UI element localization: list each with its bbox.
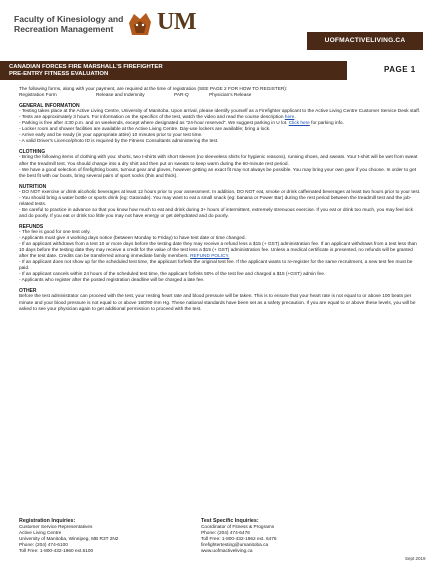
refunds-item-text: - If an applicant withdraws from a test 10 or more days before the testing date they may receive a refund less a $15 (+ GST) administration fee. If an applicant withdraws from a test less than 10 days before the testing date they may receive a credit for the value of the test less a $15 (+ GST) administration fee. Unless a medical certificate is presented, no refunds will be granted after the test date. Credits can be transferred among immediate family members. [19, 242, 417, 260]
required-forms-list [19, 93, 421, 99]
refunds-item: - If an applicant does not show up for the scheduled test time, the applicant forfeits the original test fee. If the applicant wants to re-register for the same recruitment, a new test fee must be paid. [19, 260, 413, 272]
parking-info-link[interactable]: Click here [288, 121, 310, 127]
registration-contact-line: Phone: (204) 474-6100 [19, 543, 68, 549]
general-item-text: - Tests are approximately 3 hours. For information on the specifics of the test, watch the video and read the course description [19, 115, 284, 121]
clothing-heading: CLOTHING [19, 149, 46, 156]
page-number: PAGE 1 [384, 65, 416, 74]
test-contact-website[interactable]: www.uofmactiveliving.ca [201, 549, 253, 555]
general-info-heading: GENERAL INFORMATION [19, 103, 80, 110]
faculty-name-line1: Faculty of Kinesiology and [14, 14, 124, 24]
document-title-line2: PRE-ENTRY FITNESS EVALUATION [9, 71, 109, 77]
general-item: - Tests are approximately 3 hours. For information on the specifics of the test, watch the video and read the course description here. [19, 115, 296, 121]
registration-contact-line: Active Living Centre [19, 531, 62, 537]
registration-inquiries [19, 518, 118, 556]
other-heading: OTHER [19, 288, 37, 295]
nutrition-item: - DO NOT exercise or drink alcoholic beverages at least 12 hours prior to your assessment. In addition, DO NOT eat, smoke or drink caffeinated beverages at least two hours prior to your test. [19, 189, 421, 195]
test-contact-line: Phone: (204) 474-6476 [201, 531, 250, 537]
um-wordmark: UM [157, 9, 196, 35]
other-text: Before the test administrator can proceed with the test, your resting heart rate and blood pressure will be taken. This is to ensure that your heart rate is not equal to or above 100 beats per minute and your blood pressure is not equal to or above 160/90 mm Hg. These national standards have been set as a safety precaution. If you are equal to or above these levels, you will be asked to see your physician again to get additional permission to proceed with the test. [19, 294, 416, 312]
document-title-line1: CANADIAN FORCES FIRE MARSHALL'S FIREFIGHTER [9, 64, 163, 70]
registration-contact-line: Toll Free: 1-800-432-1960 ext.6100 [19, 549, 94, 555]
document-title-bar [0, 61, 347, 80]
bison-logo-icon [126, 11, 154, 37]
registration-contact-line: Customer Service Representatives [19, 525, 93, 531]
refunds-item [19, 242, 421, 260]
website-badge[interactable]: UOFMACTIVELIVING.CA [307, 32, 423, 50]
intro-text: The following forms, along with your payment, are required at the time of registration (SEE PAGE 2 FOR HOW TO REGISTER): [19, 87, 288, 92]
test-contact-email[interactable]: firefightertesting@umanitoba.ca [201, 543, 269, 549]
test-contact-line: Coordinator of Fitness & Programs [201, 525, 275, 531]
nutrition-item: - You should bring a water bottle or sports drink (eg: Gatorade). You may want to eat a small snack (eg: banana or Power Bar) during the rest period between the treadmill test and the job-related tests. [19, 195, 412, 207]
test-contact-line: Toll Free: 1-800-432-1962 ext. 6476 [201, 537, 277, 543]
general-item: - Testing takes place at the Active Living Centre, University of Manitoba. Upon arrival, please identify yourself as a Firefighter applicant to the Active Living Centre Customer Service Desk staff. [19, 109, 421, 115]
document-body [19, 87, 421, 313]
form-release: Release and Indemnity [96, 93, 145, 99]
faculty-logo-text [14, 14, 123, 34]
general-item: - A valid Driver's Licence/photo ID is required by the Fitness Consultants administering the test. [19, 139, 219, 145]
registration-inquiries-heading: Registration Inquiries: [19, 518, 76, 524]
general-item: - Arrive early and be ready (in your appropriate attire) 10 minutes prior to your test time. [19, 133, 203, 139]
parking-link-suffix: for parking info. [311, 121, 344, 127]
refunds-item: - If an applicant cancels within 24 hours of the scheduled test time, the applicant forfeits 50% of the test fee and charged a $15 (+GST) admin fee. [19, 272, 326, 278]
footer-date: Sept 2019 [405, 556, 426, 561]
course-description-link[interactable]: here [284, 115, 295, 121]
form-physician-release: Physician's Release [209, 93, 252, 99]
faculty-name-line2: Recreation Management [14, 24, 114, 34]
general-item: - Locker room and shower facilities are available at the Active Living Centre. Day-use lockers are available; bring a lock. [19, 127, 271, 133]
form-parq: PAR-Q [174, 93, 189, 99]
test-inquiries [201, 518, 277, 556]
nutrition-item: - Be careful to practice in advance so that you know how much to eat and drink during 3+ hours of intermittent, extremely strenuous exercise. If you eat or drink too much, you may feel sick and do poorly. If you eat or drink too little you may not have energy or get dehydrated and do poorly. [19, 207, 414, 219]
refunds-item: - Applicants must give 4 working days notice (between Monday to Friday) to have test date or time changed. [19, 236, 246, 242]
clothing-item: - Bring the following items of clothing with you: shorts, two t-shirts with short sleeves (no sleeveless shirts for hygienic reasons), running shoes, and sweats. Your t-shirt will be wet from sweat after the treadmill test. You should change into a dry shirt and then put on sweats to keep warm during the 60-minute rest period. [19, 155, 418, 167]
refunds-item: - Applicants who register after the posted registration deadline will be charged a late fee. [19, 278, 205, 284]
nutrition-heading: NUTRITION [19, 183, 47, 190]
refunds-heading: REFUNDS [19, 223, 44, 230]
registration-contact-line: University of Manitoba, Winnipeg, MB R3T 2N2 [19, 537, 119, 543]
refunds-item: - The fee is good for one test only. [19, 229, 91, 235]
general-item-text: - Parking is free after 4:30 p.m. and on weekends, except where designated as "24-hour reserved". We suggest parking in U lot. [19, 121, 288, 127]
refund-policy-link[interactable]: REFUND POLICY. [190, 254, 230, 260]
form-registration: Registration Form [19, 93, 57, 99]
clothing-item: - We have a good selection of firefighting boots, turnout gear and gloves, however getting an exact fit may not always be possible. You may bring your own gear if you choose. In order to get the best fit with our boots, bring several pairs of sport socks (thin and thick). [19, 167, 417, 179]
test-inquiries-heading: Test Specific Inquiries: [201, 518, 259, 524]
